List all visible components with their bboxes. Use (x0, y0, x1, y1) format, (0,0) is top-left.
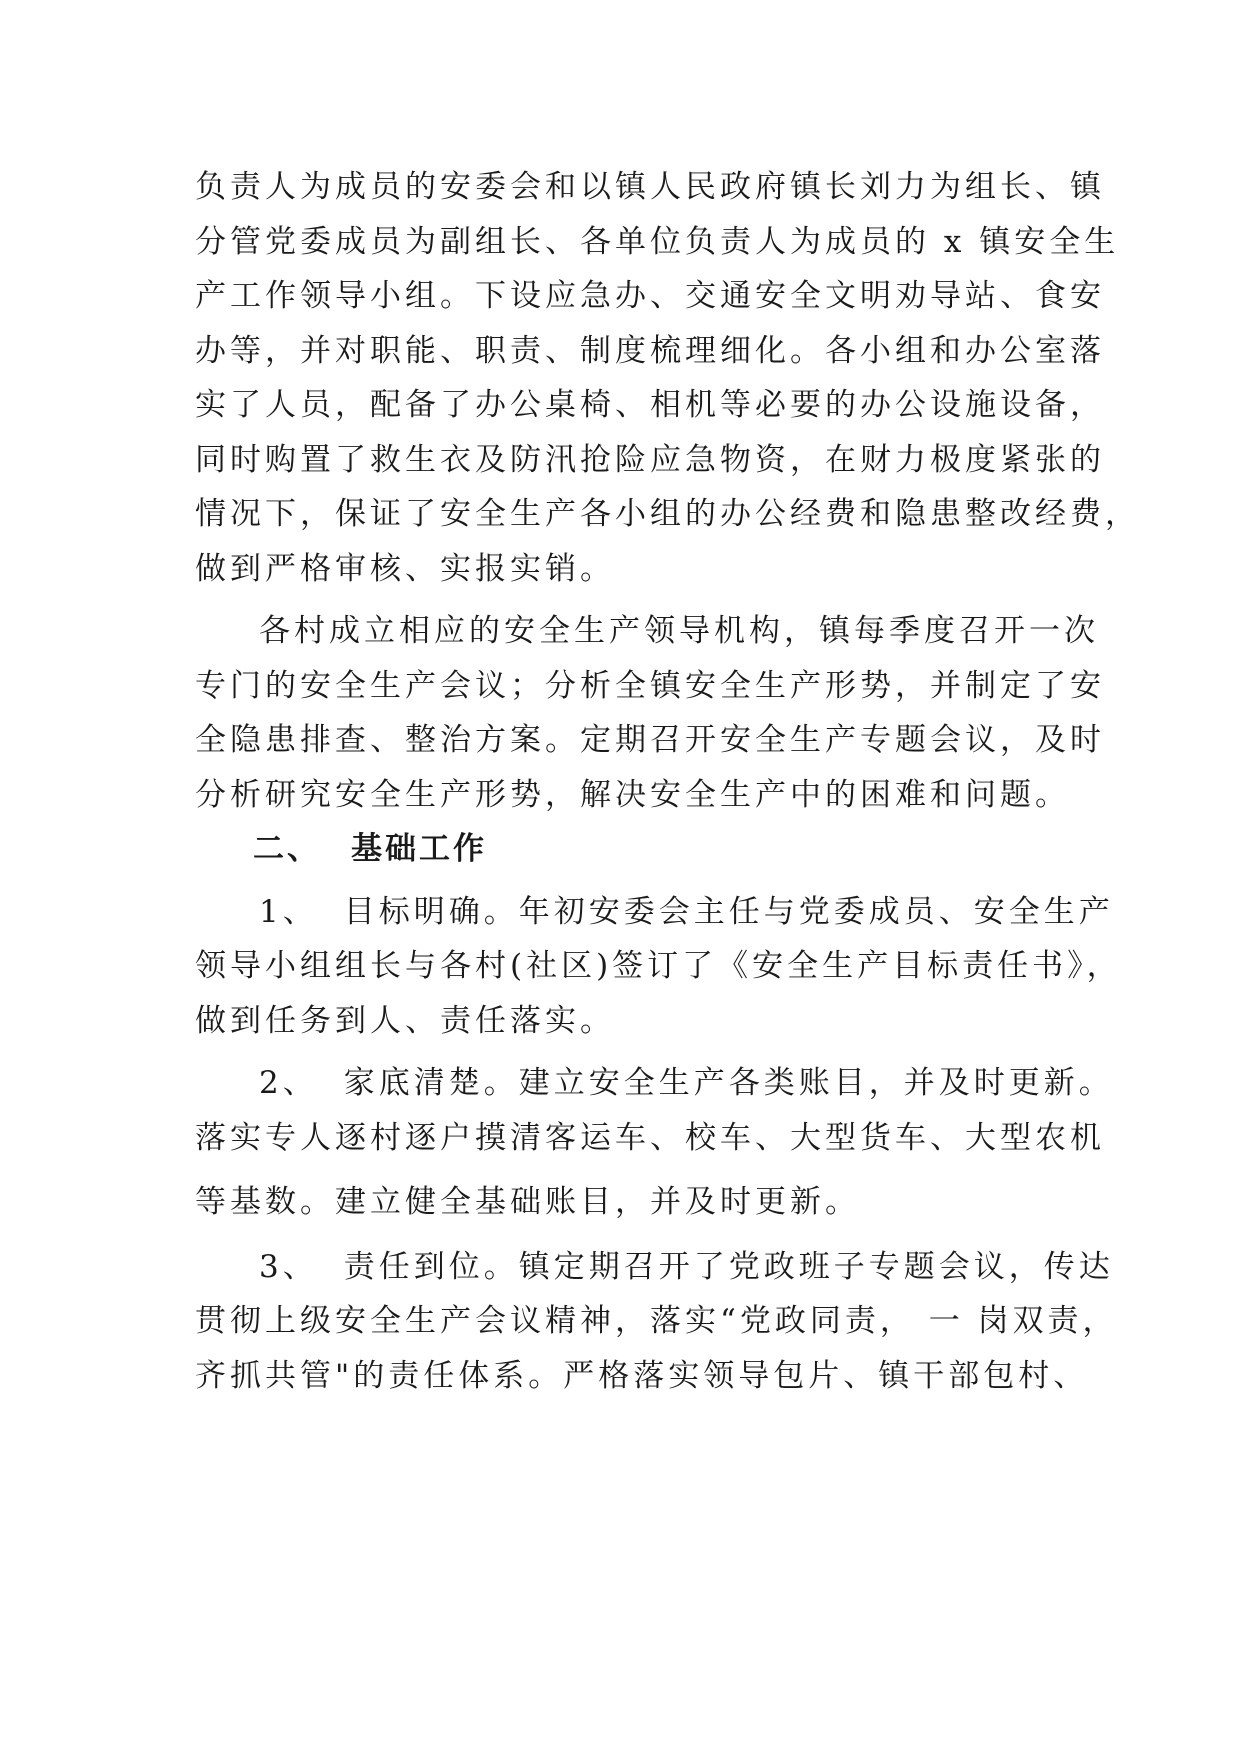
paragraph (195, 160, 1140, 596)
item-number: 3、 (259, 1248, 318, 1285)
item-first-line (195, 885, 1114, 940)
text-line: 办等，并对职能、职责、制度梳理细化。各小组和办公室落 (195, 332, 1105, 369)
paragraph (195, 604, 1105, 822)
text-line: 产工作领导小组。下设应急办、交通安全文明劝导站、食安 (195, 278, 1105, 314)
section-heading (195, 822, 1065, 877)
numbered-item (195, 885, 1122, 1049)
text-line: 分管党委成员为副组长、各单位负责人为成员的 x 镇安全生 (195, 223, 1120, 260)
item-number: 2、 (259, 1065, 318, 1101)
numbered-item (195, 1056, 1114, 1230)
text-line: 负责人为成员的安委会和以镇人民政府镇长刘力为组长、镇 (195, 169, 1105, 205)
section-title: 基础工作 (351, 831, 487, 867)
section-number: 二、 (253, 831, 321, 867)
text-line: 落实专人逐村逐户摸清客运车、校车、大型货车、大型农机 (195, 1119, 1105, 1156)
item-first-line (195, 1056, 1114, 1111)
text-line: 做到严格审核、实报实销。 (195, 550, 615, 587)
text-line: 齐抓共管"的责任体系。严格落实领导包片、镇干部包村、 (195, 1357, 1089, 1394)
item-text: 家底清楚。建立安全生产各类账目，并及时更新。 (343, 1065, 1114, 1101)
text-line: 分析研究安全生产形势，解决安全生产中的困难和问题。 (195, 776, 1070, 813)
numbered-item (195, 1240, 1118, 1404)
text-line: 各村成立相应的安全生产领导机构，镇每季度召开一次 (259, 613, 1099, 649)
text-line: 全隐患排查、整治方案。定期召开安全生产专题会议，及时 (195, 722, 1105, 758)
item-first-line (195, 1240, 1114, 1295)
text-line: 等基数。建立健全基础账目，并及时更新。 (195, 1184, 860, 1220)
text-line: 实了人员，配备了办公桌椅、相机等必要的办公设施设备， (195, 387, 1105, 423)
text-line: 专门的安全生产会议；分析全镇安全生产形势，并制定了安 (195, 667, 1105, 704)
text-line: 贯彻上级安全生产会议精神，落实“党政同责， 一 岗双责， (195, 1303, 1118, 1339)
item-text: 责任到位。镇定期召开了党政班子专题会议，传达 (343, 1248, 1114, 1285)
text-line: 做到任务到人、责任落实。 (195, 1002, 615, 1039)
document-body (195, 160, 1140, 1403)
item-number: 1、 (259, 893, 318, 930)
text-line: 同时购置了救生衣及防汛抢险应急物资，在财力极度紧张的 (195, 441, 1105, 478)
item-text: 目标明确。年初安委会主任与党委成员、安全生产 (343, 893, 1114, 930)
text-line: 情况下，保证了安全生产各小组的办公经费和隐患整改经费， (195, 496, 1140, 532)
text-line: 领导小组组长与各村(社区)签订了《安全生产目标责任书》， (195, 948, 1122, 984)
